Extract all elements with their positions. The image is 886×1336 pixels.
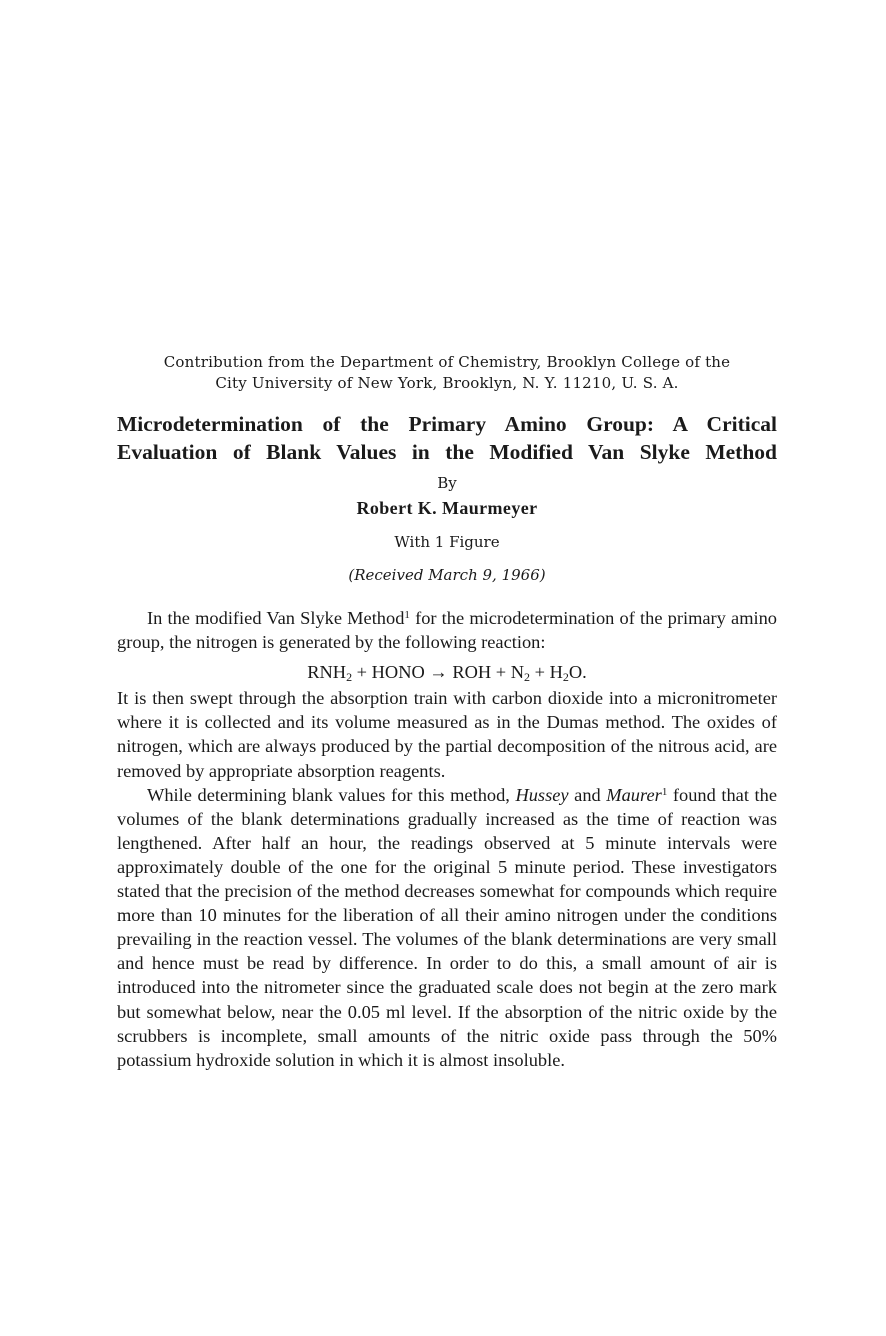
affiliation-line-1: Contribution from the Department of Chemistry, Brooklyn College of the — [163, 353, 731, 371]
title-line-1: Microdetermination of the Primary Amino Group: A Critical — [117, 412, 777, 436]
paragraph-1-text-a: In the modified Van Slyke Method — [147, 608, 405, 628]
title-line-2: Evaluation of Blank Values in the Modified Van Slyke Method — [117, 440, 777, 464]
byline-by: By — [437, 474, 457, 492]
paragraph-1-text-b: for the microdetermination of the primary amino group, the nitrogen is generated by the following reaction: — [117, 608, 777, 653]
paragraph-3-and: and — [568, 784, 607, 805]
equation-part: RNH — [307, 662, 347, 683]
figure-note: With 1 Figure — [394, 533, 500, 551]
reaction-equation — [117, 660, 777, 684]
cited-author-2: Maurer — [606, 784, 662, 805]
author-name: Robert K. Maurmeyer — [356, 498, 538, 518]
paragraph-3-text-b: found that the volumes of the blank determinations gradually increased as the time of reaction was lengthened. After half an hour, the readings observed at 5 minute intervals were approximately double of the one for the original 5 minute period. These investigators stated that the precision of the method decreases somewhat for compounds which require more than 10 minutes for the liberation of all their amino nitrogen under the conditions prevailing in the reaction vessel. The volumes of the blank determinations are very small and hence must be read by difference. In order to do this, a small amount of air is introduced into the nitrometer since the graduated scale does not begin at the zero mark but somewhat below, near the 0.05 ml level. If the absorption of the nitric oxide by the scrubbers is incomplete, small amounts of the nitric oxide pass through the 50% potassium hydroxide solution in which it is almost insoluble. — [117, 784, 777, 1070]
article-title — [117, 410, 777, 466]
paragraph-3-text-a: While determining blank values for this method, — [147, 784, 516, 805]
reference-marker: 1 — [404, 609, 410, 621]
received-date: (Received March 9, 1966) — [348, 566, 546, 584]
affiliation — [117, 352, 777, 394]
paragraph-2: It is then swept through the absorption train with carbon dioxide into a micronitrometer where it is collected and its volume measured as in the Dumas method. The oxides of nitrogen, which are always produced by the partial decomposition of the nitrous acid, are removed by appropriate absorption reagents. — [117, 688, 777, 781]
equation-subscript: 2 — [562, 670, 569, 685]
reference-marker: 1 — [661, 785, 668, 798]
equation-part: + HONO → ROH + N — [352, 662, 525, 683]
equation-part: O. — [568, 662, 587, 683]
cited-author-1: Hussey — [515, 784, 569, 805]
equation-subscript: 2 — [346, 670, 353, 685]
paragraph-3 — [117, 783, 777, 1072]
equation-part: + H — [530, 662, 563, 683]
equation-subscript: 2 — [524, 670, 531, 685]
paragraph-1 — [117, 606, 777, 654]
article-page — [117, 352, 777, 1072]
article-body — [117, 606, 777, 1072]
affiliation-line-2: City University of New York, Brooklyn, N. Y. 11210, U. S. A. — [215, 374, 679, 392]
